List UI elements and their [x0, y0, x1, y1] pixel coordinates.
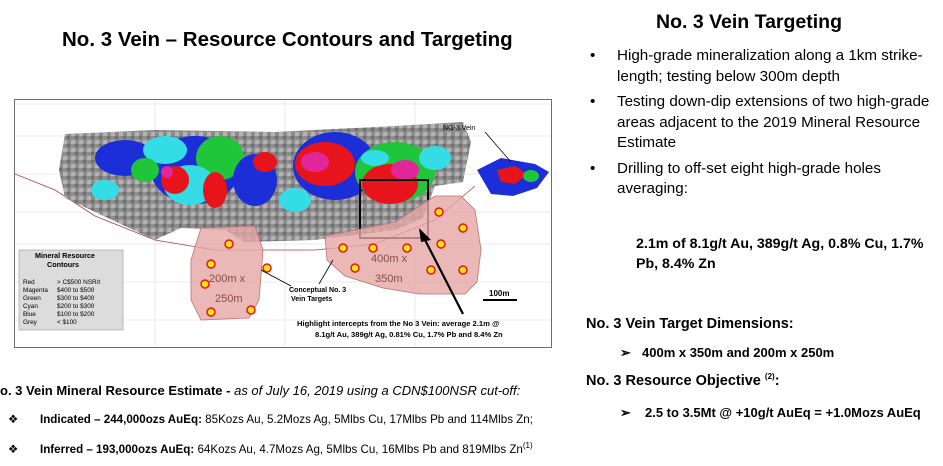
estimate-title: o. 3 Vein Mineral Resource Estimate -: [0, 383, 235, 398]
ng3-vein-green: [523, 170, 539, 182]
drill-hole: [369, 244, 377, 252]
objective-title: [586, 372, 780, 389]
bullet-item: [590, 92, 935, 154]
drill-hole: [427, 266, 435, 274]
drill-hole: [263, 264, 271, 272]
estimate-footnote: (1): [522, 441, 533, 450]
target-left-dimension: 200m x: [209, 273, 246, 285]
legend-swatch-name: Green: [23, 295, 41, 302]
bullet-marker: •: [590, 47, 596, 64]
legend-subtitle: Contours: [47, 260, 79, 269]
legend-swatch-name: Red: [23, 279, 35, 286]
conceptual-pointer: [261, 270, 291, 286]
estimate-heading: [0, 383, 520, 398]
drill-hole: [247, 306, 255, 314]
drill-hole: [351, 264, 359, 272]
bullet-marker: •: [590, 93, 596, 110]
right-slide-title: No. 3 Vein Targeting: [656, 11, 843, 33]
intercept-caption: 8.1g/t Au, 389g/t Ag, 0.81% Cu, 1.7% Pb and 8.4% Zn: [315, 330, 503, 339]
bullet-text: Testing down-dip extensions of two high-grade areas adjacent to the 2019 Mineral Resource Estimate: [617, 93, 930, 151]
estimate-text: 64Kozs Au, 4.7Mozs Ag, 5Mlbs Cu, 16Mlbs Pb and 819Mlbs Zn: [194, 442, 523, 456]
bullet-item: [590, 46, 935, 87]
drill-hole: [339, 244, 347, 252]
legend-swatch-name: Cyan: [23, 303, 38, 310]
legend-swatch-range: > C$500 NSR/t: [57, 279, 101, 286]
bullet-item: [590, 159, 935, 200]
drill-hole: [201, 280, 209, 288]
legend: [19, 250, 123, 330]
drill-hole: [435, 208, 443, 216]
bullet-marker: •: [590, 159, 596, 177]
target-right-dimension: 400m x: [371, 253, 408, 265]
targeting-bullet-list: [590, 46, 935, 205]
bullet-text: Drilling to off-set eight high-grade holes averaging:: [617, 159, 881, 197]
objective-title-text: No. 3 Resource Objective: [586, 372, 761, 389]
legend-title: Mineral Resource: [35, 251, 95, 260]
drill-hole: [207, 260, 215, 268]
legend-swatch-range: $100 to $200: [57, 311, 95, 318]
drill-hole: [459, 266, 467, 274]
drill-hole: [459, 224, 467, 232]
conceptual-label: Vein Targets: [291, 296, 333, 303]
conceptual-label: Conceptual No. 3: [289, 287, 347, 294]
objective-text: 2.5 to 3.5Mt @ +10g/t AuEq = +1.0Mozs AuEq: [645, 405, 921, 420]
target-left-dimension: 250m: [215, 293, 243, 305]
ng3-vein-label: NG-3 Vein: [443, 125, 476, 132]
ng3-vein-pointer: [485, 132, 511, 162]
scale-label: 100m: [489, 289, 510, 298]
legend-swatch-range: $200 to $300: [57, 303, 95, 310]
intercept-caption: Highlight intercepts from the No 3 Vein: average 2.1m @: [297, 319, 500, 328]
diamond-bullet-icon: ❖: [8, 413, 19, 426]
bullet-text: High-grade mineralization along a 1km strike-length; testing below 300m depth: [617, 47, 923, 85]
diamond-bullet-icon: ❖: [8, 442, 19, 456]
drill-hole: [403, 244, 411, 252]
estimate-item-inferred: [8, 441, 533, 456]
estimate-label: Indicated – 244,000ozs AuEq:: [40, 413, 202, 426]
arrow-bullet-icon: ➢: [620, 345, 631, 360]
left-slide-title: No. 3 Vein – Resource Contours and Targeting: [62, 28, 513, 51]
target-right-dimension: 350m: [375, 273, 403, 285]
long-section-svg: [15, 100, 551, 347]
legend-swatch-range: < $100: [57, 319, 77, 326]
objective-colon: :: [774, 372, 780, 389]
drill-hole: [225, 240, 233, 248]
drill-hole: [437, 240, 445, 248]
highlight-grades: 2.1m of 8.1g/t Au, 389g/t Ag, 0.8% Cu, 1.7% Pb, 8.4% Zn: [636, 236, 924, 272]
dimensions-title: No. 3 Vein Target Dimensions:: [586, 316, 794, 332]
legend-swatch-range: $400 to $500: [57, 287, 95, 294]
dimensions-text: 400m x 350m and 200m x 250m: [642, 345, 835, 360]
objective-item: [620, 404, 940, 421]
estimate-subtitle: as of July 16, 2019 using a CDN$100NSR cut-off:: [234, 383, 521, 398]
estimate-item-indicated: [8, 412, 533, 426]
legend-swatch-name: Grey: [23, 319, 37, 326]
arrow-bullet-icon: ➢: [620, 405, 631, 420]
objective-footnote: (2): [764, 372, 775, 381]
drill-hole: [207, 308, 215, 316]
legend-swatch-name: Blue: [23, 311, 36, 318]
legend-swatch-name: Magenta: [23, 287, 48, 294]
estimate-label: Inferred – 193,000ozs AuEq:: [40, 442, 195, 456]
legend-swatch-range: $300 to $400: [57, 295, 95, 302]
dimensions-item: [620, 345, 834, 361]
estimate-text: 85Kozs Au, 5.2Mozs Ag, 5Mlbs Cu, 17Mlbs Pb and 114Mlbs Zn;: [201, 413, 533, 426]
conceptual-pointer: [319, 260, 333, 284]
vein-long-section-map: [14, 99, 552, 348]
